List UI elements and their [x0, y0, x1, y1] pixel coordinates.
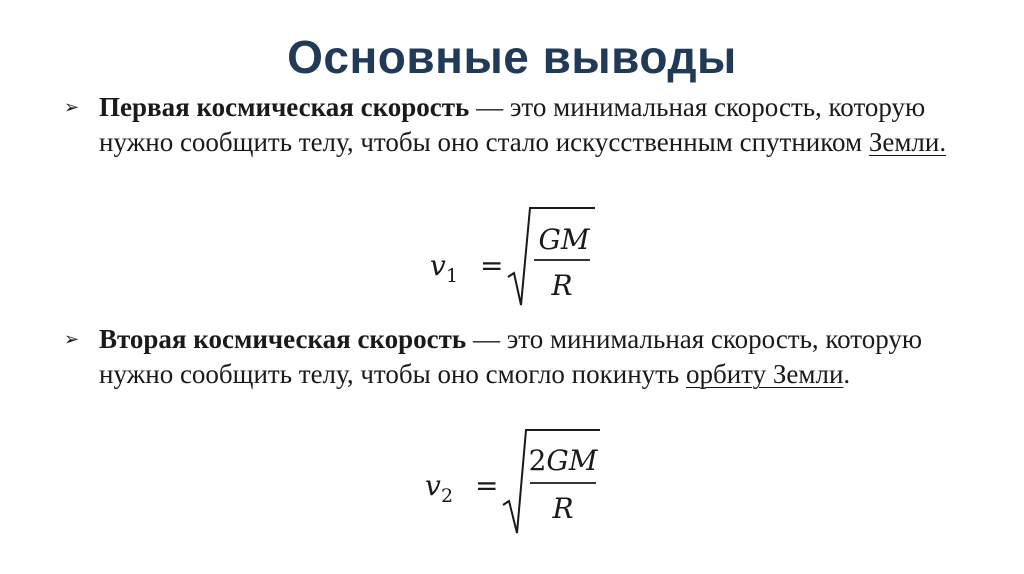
trailing-text: . — [843, 359, 851, 389]
bullet-second-cosmic-velocity — [64, 322, 968, 392]
term-second-cosmic-velocity: Вторая космическая скорость — [99, 324, 467, 354]
formula-lhs-symbol: v — [425, 469, 441, 502]
bullet-text — [99, 90, 968, 160]
term-first-cosmic-velocity: Первая космическая скорость — [99, 92, 470, 122]
formula-numerator: GM — [538, 223, 590, 256]
formula-equals-sign: = — [480, 249, 504, 282]
formula-numerator: 2GM — [528, 444, 598, 477]
arrow-bullet-icon: ➢ — [64, 97, 80, 118]
formula-lhs-subscript: 1 — [446, 265, 459, 287]
page-title: Основные выводы — [287, 31, 737, 83]
earth-link[interactable]: Земли. — [868, 127, 947, 157]
formula-equals-sign: = — [475, 469, 499, 502]
formula-denominator: R — [551, 269, 573, 302]
bullet-first-cosmic-velocity — [64, 90, 968, 160]
formula-lhs-symbol: v — [430, 249, 446, 282]
formula-second-cosmic-velocity — [425, 425, 605, 537]
arrow-bullet-icon: ➢ — [64, 329, 80, 350]
definition-text: — это минимальная скорость, которую нужно сообщить телу, чтобы оно стало искусственным спутником — [99, 92, 926, 157]
bullet-text — [99, 322, 968, 392]
formula-first-cosmic-velocity — [430, 205, 600, 310]
earth-orbit-link[interactable]: орбиту Земли — [686, 359, 844, 389]
definition-text: — это минимальная скорость, которую нужно сообщить телу, чтобы оно смогло покинуть — [99, 324, 923, 389]
formula-lhs-subscript: 2 — [441, 485, 454, 507]
formula-denominator: R — [552, 492, 574, 525]
